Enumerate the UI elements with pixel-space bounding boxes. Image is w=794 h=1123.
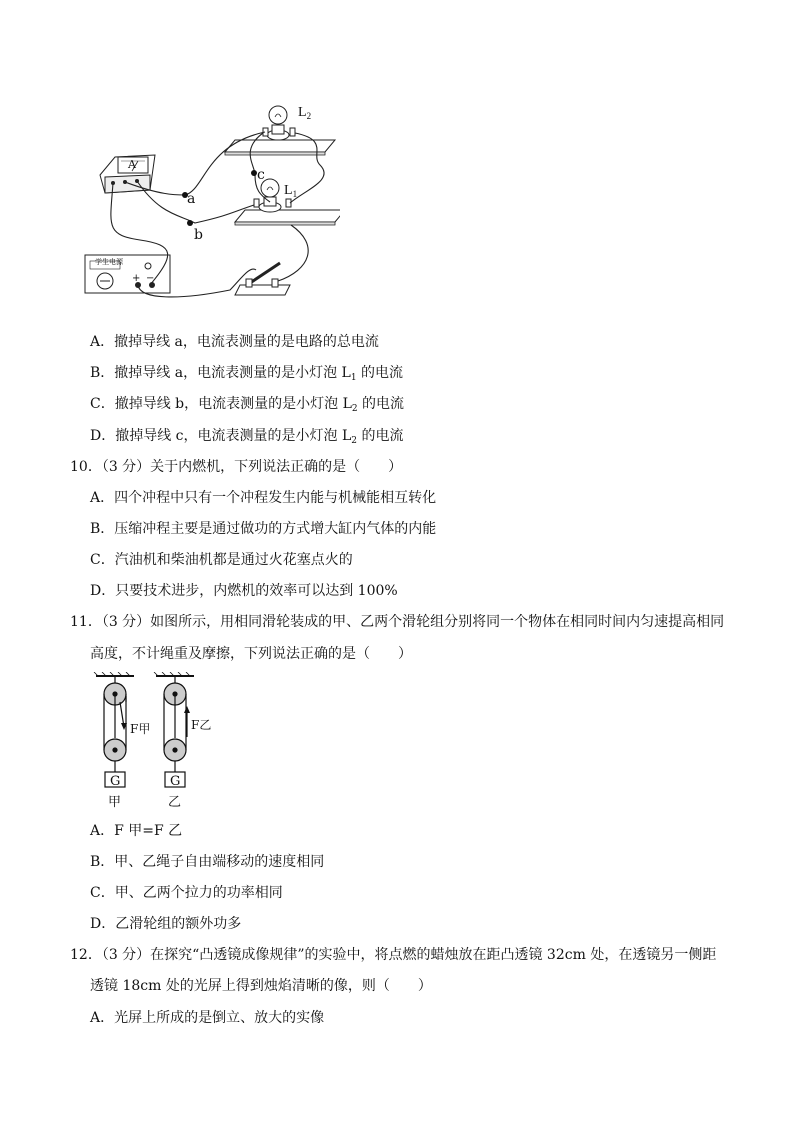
pulley-figure — [90, 672, 230, 812]
label-f-yi: F乙 — [191, 718, 212, 732]
pulley-yi — [154, 672, 194, 787]
weight-label-jia: G — [110, 774, 121, 789]
q11-stem-line1: 11．（3 分）如图所示，用相同滑轮装成的甲、乙两个滑轮组分别将同一个物体在相同时间内匀速提高相同 — [70, 614, 725, 630]
caption-yi: 乙 — [168, 795, 182, 810]
label-c: c — [257, 167, 265, 183]
pulley-jia — [94, 672, 134, 787]
q11-option-a: A．F 甲=F 乙 — [90, 823, 183, 839]
q9-option-b: B．撤掉导线 a，电流表测量的是小灯泡 $L_1$ 的电流 — [90, 365, 404, 383]
label-l1: $L_1$ — [284, 183, 298, 199]
label-b: b — [194, 227, 203, 243]
q12-stem-line1: 12．（3 分）在探究“凸透镜成像规律”的实验中，将点燃的蜡烛放在距凸透镜 32cm 处，在透镜另一侧距 — [70, 947, 717, 963]
label-f-jia: F甲 — [130, 722, 151, 736]
q12-stem-line2: 透镜 18cm 处的光屏上得到烛焰清晰的像，则（ ） — [90, 978, 432, 994]
q11-stem-line2: 高度，不计绳重及摩擦，下列说法正确的是（ ） — [90, 646, 412, 662]
label-a: a — [187, 191, 196, 207]
junction-b — [187, 220, 193, 226]
arrow-head-yi — [184, 706, 190, 713]
q10-option-b: B．压缩冲程主要是通过做功的方式增大缸内气体的内能 — [90, 521, 437, 537]
q10-stem: 10．（3 分）关于内燃机，下列说法正确的是（ ） — [70, 459, 403, 475]
caption-jia: 甲 — [108, 795, 122, 810]
weight-label-yi: G — [170, 774, 181, 789]
lamp-l2 — [225, 106, 335, 155]
q10-option-a: A．四个冲程中只有一个冲程发生内能与机械能相互转化 — [90, 490, 437, 506]
q11-option-d: D．乙滑轮组的额外功多 — [90, 916, 242, 932]
label-l2: $L_2$ — [298, 105, 312, 121]
q9-option-d: D．撤掉导线 c，电流表测量的是小灯泡 $L_2$ 的电流 — [90, 428, 404, 446]
q9-option-c: C．撤掉导线 b，电流表测量的是小灯泡 $L_2$ 的电流 — [90, 396, 405, 414]
q12-option-a: A．光屏上所成的是倒立、放大的实像 — [90, 1010, 325, 1026]
switch — [235, 263, 290, 295]
supply-label: 学生电源 — [95, 258, 123, 266]
q9-option-a: A．撤掉导线 a，电流表测量的是电路的总电流 — [90, 334, 379, 350]
q11-option-b: B．甲、乙绳子自由端移动的速度相同 — [90, 854, 325, 870]
circuit-figure — [80, 95, 340, 305]
ammeter-symbol: A — [128, 158, 136, 171]
supply-plus: + — [132, 273, 141, 284]
supply-minus: − — [146, 273, 155, 284]
q11-option-c: C．甲、乙两个拉力的功率相同 — [90, 885, 283, 901]
q10-option-d: D．只要技术进步，内燃机的效率可以达到 100% — [90, 583, 398, 599]
q10-option-c: C．汽油机和柴油机都是通过火花塞点火的 — [90, 552, 353, 568]
